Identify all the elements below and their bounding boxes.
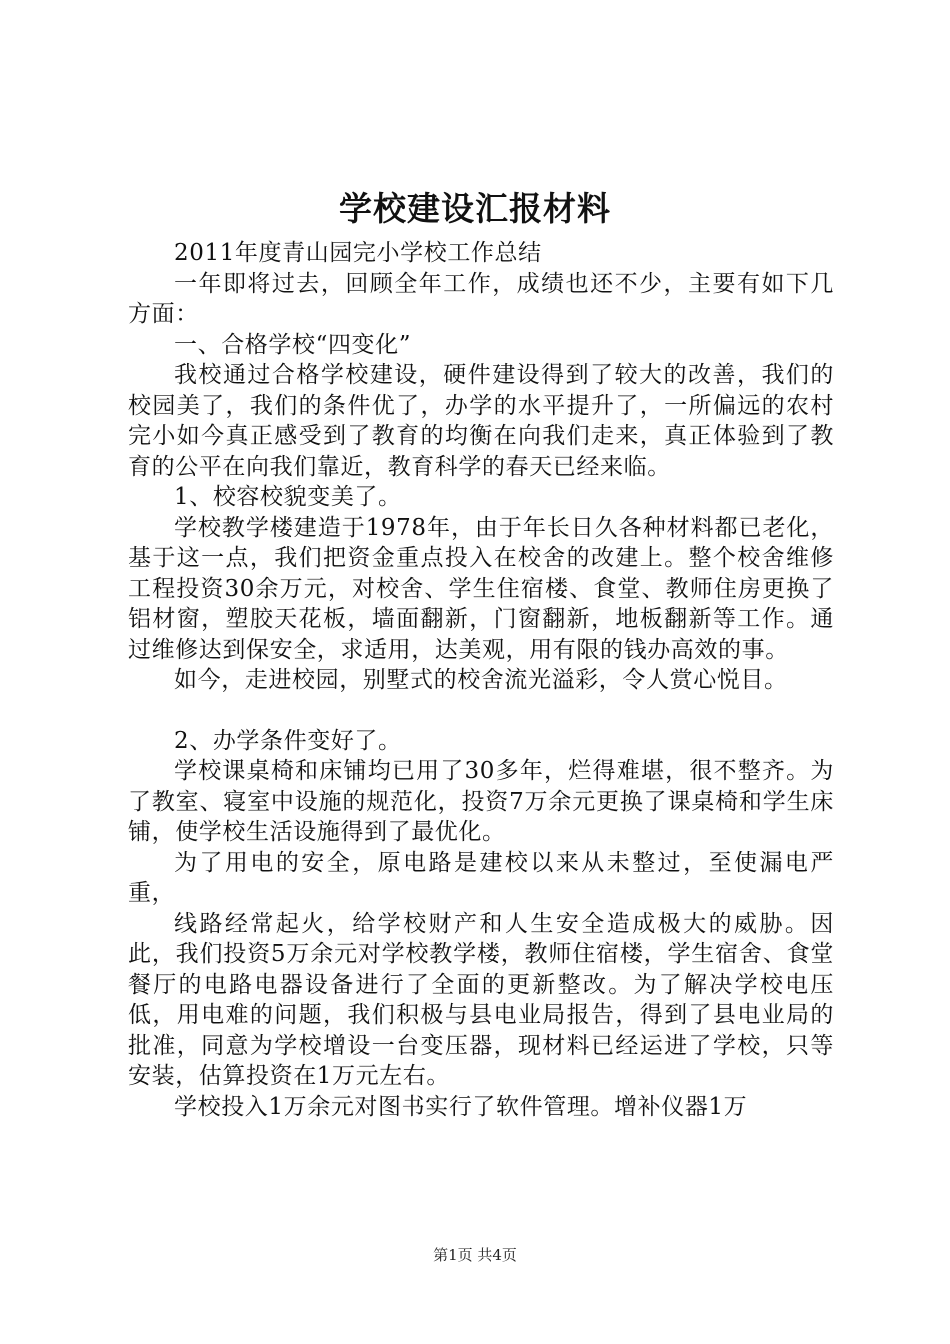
paragraph: 学校课桌椅和床铺均已用了30多年，烂得难堪，很不整齐。为了教室、寝室中设施的规范化，投资7万余元更换了课桌椅和学生床铺，使学校生活设施得到了最优化。 [128,758,834,845]
page-footer: 第1页 共4页 [433,1246,517,1264]
paragraph-gap [128,696,834,726]
document-body [128,238,834,1122]
paragraph: 一年即将过去，回顾全年工作，成绩也还不少，主要有如下几方面： [128,270,834,327]
subsection-heading: 2、办学条件变好了。 [174,727,402,754]
paragraph: 如今，走进校园，别墅式的校舍流光溢彩，令人赏心悦目。 [174,667,788,693]
paragraph: 学校投入1万余元对图书实行了软件管理。增补仪器1万 [174,1093,748,1120]
paragraph: 线路经常起火，给学校财产和人生安全造成极大的威胁。因此，我们投资5万余元对学校教学楼，教师住宿楼，学生宿舍、食堂餐厅的电路电器设备进行了全面的更新整改。为了解决学校电压低，用电难的问题，我们积极与县电业局报告，得到了县电业局的批准，同意为学校增设一台变压器，现材料已经运进了学校，只等安装，估算投资在1万元左右。 [128,910,834,1089]
paragraph: 我校通过合格学校建设，硬件建设得到了较大的改善，我们的校园美了，我们的条件优了，办学的水平提升了，一所偏远的农村完小如今真正感受到了教育的均衡在向我们走来，真正体验到了教育的公平在向我们靠近，教育科学的春天已经来临。 [128,362,834,480]
paragraph: 2011年度青山园完小学校工作总结 [174,240,542,266]
paragraph: 学校教学楼建造于1978年，由于年长日久各种材料都已老化，基于这一点，我们把资金重点投入在校舍的改建上。整个校舍维修工程投资30余万元，对校舍、学生住宿楼、食堂、教师住房更换了铝材窗，塑胶天花板，墙面翻新，门窗翻新，地板翻新等工作。通过维修达到保安全，求适用，达美观，用有限的钱办高效的事。 [128,514,834,663]
subsection-heading: 1、校容校貌变美了。 [174,484,402,510]
section-heading: 一、合格学校“四变化” [174,331,412,358]
paragraph: 为了用电的安全，原电路是建校以来从未整过，至使漏电严重， [128,849,834,906]
document-title: 学校建设汇报材料 [339,189,611,228]
